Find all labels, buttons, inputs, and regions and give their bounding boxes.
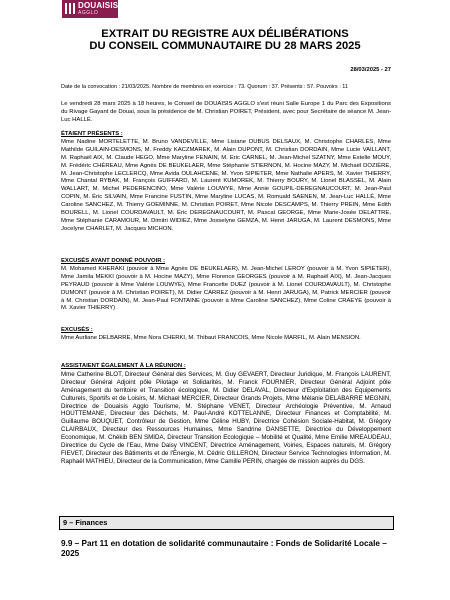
section-title: 9 – Finances	[63, 518, 108, 527]
agenda-item-title: 9.9 – Part 11 en dotation de solidarité communautaire : Fonds de Solidarité Locale – 2025	[61, 539, 387, 558]
presents-section	[61, 131, 391, 234]
presents-label: ÉTAIENT PRÉSENTS :	[61, 131, 123, 137]
intro-paragraph	[61, 101, 391, 125]
logo-glyph-icon	[65, 3, 75, 14]
excuses-text: Mme Aurliane DELBARRE, Mme Nora CHERKI, M. Thibaut FRANCOIS, Mme Nicole MARFIL, M. Alain MENSION.	[61, 334, 361, 341]
document-title-line2: DU CONSEIL COMMUNAUTAIRE DU 28 MARS 2025	[89, 40, 361, 52]
excuses-pouvoir-label: EXCUSÉS AYANT DONNÉ POUVOIR :	[61, 258, 166, 264]
deliberation-reference: 28/03/2025 - 27	[350, 67, 391, 73]
assistent-text: Mme Catherine BLOT, Directeur Général des Services, M. Guy GEVAERT, Directeur Juridique, M. François LAURENT, Directeur Général Adjoint pôle Pilotage et Solidarités, M. Franck FOURNIER, Directeur Général Adjoint pôle Aménagement du territoire et Transition écologique, M. Didier DELAVAL, Directeur d'Exploitation des Equipements Culturels, Sportifs et de Loisirs, M. Michael MERCIER, Directeur Grands Projets, Mme Mélanie DELABARRE MEGNIN, Directrice de Douaisis Agglo Tourisme, M. Stéphane VENET, Directeur Archéologie Préventive, M. Arnaud HOUTTEMANE, Directeur des Déchets, M. Paul-André KOTTELANNE, Directeur Finances et Comptabilité, M. Guillaume BOUQUET, Contrôleur de Gestion, Mme Céline HUBY, Directrice Cohésion Sociale-Habitat, M. Grégory CLAIRBAUX, Directeur des Ressources Humaines, Mme Sandrine DANSETTE, Directrice du Développement Economique, M. Chékib BEN SMIDA, Directeur Transition Ecologique – Mobilité et Qualité, Mme Emilie MREAUDEAU, Directrice du Cycle de l'Eau, Mme Daisy VINCENT, Directrice Aménagement, Voiries, Espaces naturels, M. Grégory FIEVET, Directeur des Bâtiments et de l'Énergie, M. Cédric GILLERON, Directeur Service Technologies Information, M. Raphaël MATHIEU, Directeur de la Communication, Mme Camille PERIN, chargée de mission auprès du DGS.	[61, 370, 391, 465]
excuses-label: EXCUSÉS :	[61, 327, 93, 333]
logo-name: DOUAISIS	[78, 1, 119, 10]
assistent-section	[61, 363, 391, 466]
douaisis-agglo-logo	[62, 0, 118, 18]
excuses-pouvoir-section	[61, 258, 391, 313]
section-header-finances	[59, 516, 394, 530]
intro-text: Le vendredi 28 mars 2025 à 18 heures, le Conseil de DOUAISIS AGGLO s'est réuni Salle Europe 1 du Parc des Expositions du Rivage Gayant de Douai, sous la présidence de M. Christian POIRET, Président, avec pour Secrétaire de séance M. Jean-Luc HALLÉ.	[61, 101, 391, 123]
logo-sub: AGGLO	[78, 10, 99, 16]
excuses-section	[61, 327, 391, 343]
document-title-line1: EXTRAIT DU REGISTRE AUX DÉLIBÉRATIONS	[101, 28, 349, 40]
excuses-pouvoir-text: M. Mohamed KHERAKI (pouvoir à Mme Agnès DE BEUKELAER), M. Jean-Michel LEROY (pouvoir à M. Yvon SIPIETER), Mme Jamila MEKKI (pouvoir à M. Hocine MAZY), Mme Florence GEORGES (pouvoir à M. Raphaël AIX), M. Jean-Jacques PEYRAUD (pouvoir à Mme Valérie LOUWYE), Mme Francette DUEZ (pouvoir à M. Lionel COURDAVAULT), M. Christophe DUMONT (pouvoir à M. Christian POIRET), M. Didier CARREZ (pouvoir à M. Henri JARUGA), M. Patrick MERCIER (pouvoir à M. Christian DORDAIN), M. Jean-Paul FONTAINE (pouvoir à Mme Caroline SANCHEZ), Mme Coline CRAEYE (pouvoir à M. Xavier THIERRY)	[61, 265, 391, 312]
assistent-label: ASSISTAIENT ÉGALEMENT À LA RÉUNION :	[61, 363, 186, 369]
presents-text: Mme Nadine MORTELETTE, M. Bruno VANDEVILLE, Mme Lisiane DUBUS DELSAUX, M. Christophe CHARLES, Mme Mathilde GUILAIN-DESMONS, M. Freddy KACZMAREK, M. Alain DUPONT, M. Christian DORDAIN, Mme Lucie VAILLANT, M. Raphaël AIX, M. Claude HEGO, Mme Maryline FENAIN, M. Eric CARNEL, M. Jean-Michel SZATNY, Mme Estelle MOUY, M. Frédéric CHÉREAU, Mme Agnès DE BEUKELAER, Mme Stéphanie STIERNON, M. Hocine MAZY, M. Michaël DOZIÈRE, M. Jean-Christophe LECLERCQ, Mme Avida OULAHCENE, M. Yvon SIPIETER, Mme Nathalie APERS, M. Xavier THIERRY, Mme Chantal RYBAK, M. François GUIFFARD, M. Laurent KUMOREK, M. Thierry BOURY, M. Lionel BLASSEL, M. Alain WALLART, M. Michel PEDERENCINO, Mme Valérie LOUWYE, Mme Annie GOUPIL-DEREGNAUCOURT, M. Jean-Paul COPIN, M. Éric SILVAIN, Mme Francine FUSTIN, Mme Maryline LUCAS, M. Romuald SAENEN, M. Jean-Luc HALLÉ, Mme Caroline SANCHEZ, M. Thierry GOEMINNE, M. Christian POIRET, Mme Nicole DESCAMPS, M. Thierry PREIN, Mme Edith BOURELL, M. Lionel COURDAVAULT, M. Éric DEREGNAUCOURT, M. Pascal GEORGE, Mme Marie-Josée DELATTRE, Mme Stéphanie CARAMOUR, M. Dimitri WIDIEZ, Mme Josselyne GEMZA, M. Henri JARUGA, M. Laurent DESMONS, Mme Jocelyne CHARLET, M. Jacques MICHON.	[61, 138, 391, 232]
convocation-dateline: Date de la convocation : 21/03/2025. Nombre de membres en exercice : 73. Quorum : 37. Présents : 57. Pouvoirs : 11	[61, 84, 348, 90]
